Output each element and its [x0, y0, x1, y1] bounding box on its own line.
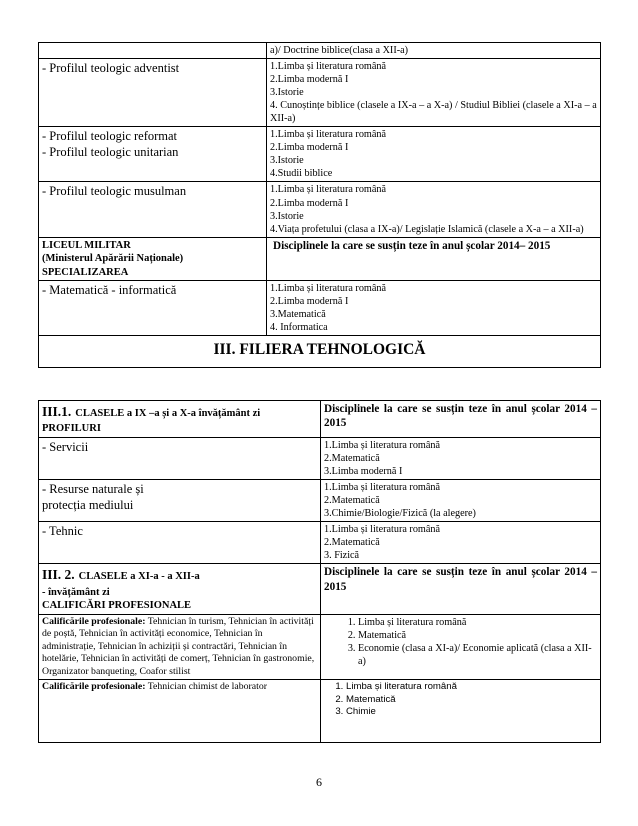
- table-row: [39, 280, 601, 335]
- table-row: [39, 237, 601, 280]
- list-item: 3.Chimie/Biologie/Fizică (la alegere): [324, 508, 476, 520]
- list-item: 1.Limba și literatura română: [270, 282, 386, 294]
- subject-list: [321, 680, 601, 743]
- subject-list: [267, 59, 601, 127]
- list-item: 3.Istorie: [270, 87, 304, 99]
- profile-label: [39, 480, 321, 522]
- list-item: 2. Matematică: [346, 694, 597, 706]
- list-item: 2.Limba modernă I: [270, 142, 349, 154]
- profile-label: [39, 59, 267, 127]
- profile-label-text: - Resurse naturale și: [42, 482, 144, 497]
- table-row: [39, 43, 601, 59]
- military-spec: SPECIALIZAREA: [42, 266, 129, 278]
- list-item: 1.Limba și literatura română: [324, 482, 440, 494]
- profile-label-text: - Profilul teologic reformat: [42, 129, 178, 144]
- subject-list: [267, 182, 601, 237]
- profile-label-text: - Matematică - informatică: [42, 282, 177, 297]
- section-title: [39, 401, 321, 438]
- table-row: [39, 564, 601, 614]
- section-subtitle: - învățământ zi: [42, 586, 110, 598]
- section-subtitle: PROFILURI: [42, 423, 101, 435]
- profile-label: [39, 127, 267, 182]
- list-item: 1.Limba și literatura română: [324, 524, 440, 536]
- table-row: [39, 59, 601, 127]
- profile-label-text: - Tehnic: [42, 524, 83, 539]
- subject-list: [321, 480, 601, 522]
- table-row: [39, 614, 601, 680]
- qualification-text: Tehnician chimist de laborator: [145, 681, 268, 693]
- list-item: 1.Limba și literatura română: [324, 439, 440, 451]
- table-row: [39, 182, 601, 237]
- table-row: [39, 522, 601, 564]
- list-item: 4.Studii biblice: [270, 168, 333, 180]
- list-item: 1. Limba și literatura română: [346, 681, 597, 693]
- section-heading: III. FILIERA TEHNOLOGICĂ: [39, 336, 601, 368]
- profile-label-text: - Profilul teologic adventist: [42, 61, 180, 76]
- section-title-text: CLASELE a IX –a și a X-a învățământ zi: [75, 408, 261, 419]
- list-item: 1.Limba și literatura română: [270, 129, 386, 141]
- list-item: 3.Istorie: [270, 155, 304, 167]
- qualification-label: Calificările profesionale:: [42, 615, 146, 627]
- profile-label-text: protecția mediului: [42, 498, 134, 513]
- list-item: 2.Matematică: [324, 495, 380, 507]
- list-item: 3.Limba modernă I: [324, 466, 403, 477]
- qualification-cell: [39, 614, 321, 680]
- doctrine-cell: a)/ Doctrine biblice(clasa a XII-a): [267, 43, 601, 59]
- upper-table: [38, 42, 601, 368]
- profile-label-text: - Profilul teologic musulman: [42, 184, 187, 199]
- column-header: Disciplinele la care se susțin teze în anul școlar 2014– 2015: [267, 237, 601, 280]
- section-number: III. 2.: [42, 567, 75, 583]
- empty-cell: [39, 43, 267, 59]
- profile-label: [39, 280, 267, 335]
- qualification-cell: [39, 680, 321, 743]
- subject-list: [321, 614, 601, 680]
- list-item: 2. Matematică: [358, 629, 597, 642]
- column-header: Disciplinele la care se susțin teze în anul școlar 2014 – 2015: [321, 564, 601, 614]
- profile-label-text: - Servicii: [42, 439, 89, 454]
- military-ministry: (Ministerul Apărării Naționale): [42, 253, 184, 265]
- section-number: III.1.: [42, 404, 72, 419]
- list-item: 2.Matematică: [324, 452, 380, 464]
- list-item: 2.Limba modernă I: [270, 296, 349, 308]
- subject-list: [321, 522, 601, 564]
- section-title: [39, 564, 321, 614]
- list-item: 1.Limba și literatura română: [270, 184, 386, 196]
- table-row: [39, 437, 601, 479]
- profile-label-text: - Profilul teologic unitarian: [42, 145, 179, 160]
- military-title: LICEUL MILITAR: [42, 239, 131, 251]
- profile-label: [39, 182, 267, 237]
- profile-label: [39, 522, 321, 564]
- section-title-text: CLASELE a XI-a - a XII-a: [78, 571, 200, 583]
- lower-table: [38, 400, 601, 743]
- list-item: 1. Limba și literatura română: [358, 616, 597, 629]
- table-row: [39, 480, 601, 522]
- subject-list: [267, 280, 601, 335]
- table-row: [39, 680, 601, 743]
- section-title-line: [42, 565, 317, 585]
- subject-list: [267, 127, 601, 182]
- qualification-text: Tehnician în turism, Tehnician în activități de poștă, Tehnician în activități economice, Tehnician în administrație, Tehnician în achiziții și contractări, Tehnician în hotelărie, Tehnician în activități de comerț, Tehnician în gastronomie, Organizator banqueting, Coafor stilist: [42, 615, 315, 677]
- list-item: 3.Matematică: [270, 309, 326, 321]
- list-item: 3.Istorie: [270, 210, 304, 222]
- profile-label: [39, 437, 321, 479]
- military-label: [39, 237, 267, 280]
- table-row: [39, 401, 601, 438]
- section-subtitle: CALIFICĂRI PROFESIONALE: [42, 600, 192, 612]
- qualification-label: Calificările profesionale:: [42, 681, 146, 693]
- list-item: 3. Chimie: [346, 706, 597, 718]
- list-item: 2.Matematică: [324, 537, 380, 549]
- column-header: Disciplinele la care se susțin teze în anul școlar 2014 – 2015: [321, 401, 601, 438]
- list-item: 1.Limba și literatura română: [270, 61, 386, 73]
- list-item: 2.Limba modernă I: [270, 74, 349, 86]
- list-item: 3. Economie (clasa a XI-a)/ Economie aplicată (clasa a XII-a): [358, 642, 597, 668]
- list-item: 2.Limba modernă I: [270, 197, 349, 209]
- section-title-line: [42, 402, 317, 422]
- list-item: 4.Viața profetului (clasa a IX-a)/ Legislație Islamică (clasele a X-a – a XII-a): [270, 223, 584, 235]
- page-number: 6: [316, 775, 322, 789]
- subject-list: [321, 437, 601, 479]
- table-row: [39, 127, 601, 182]
- list-item: 4. Informatica: [270, 322, 328, 334]
- list-item: 4. Cunoștințe biblice (clasele a IX-a – a X-a) / Studiul Bibliei (clasele a XI-a – a XII-a): [270, 100, 597, 125]
- table-row: [39, 336, 601, 368]
- list-item: 3. Fizică: [324, 550, 360, 562]
